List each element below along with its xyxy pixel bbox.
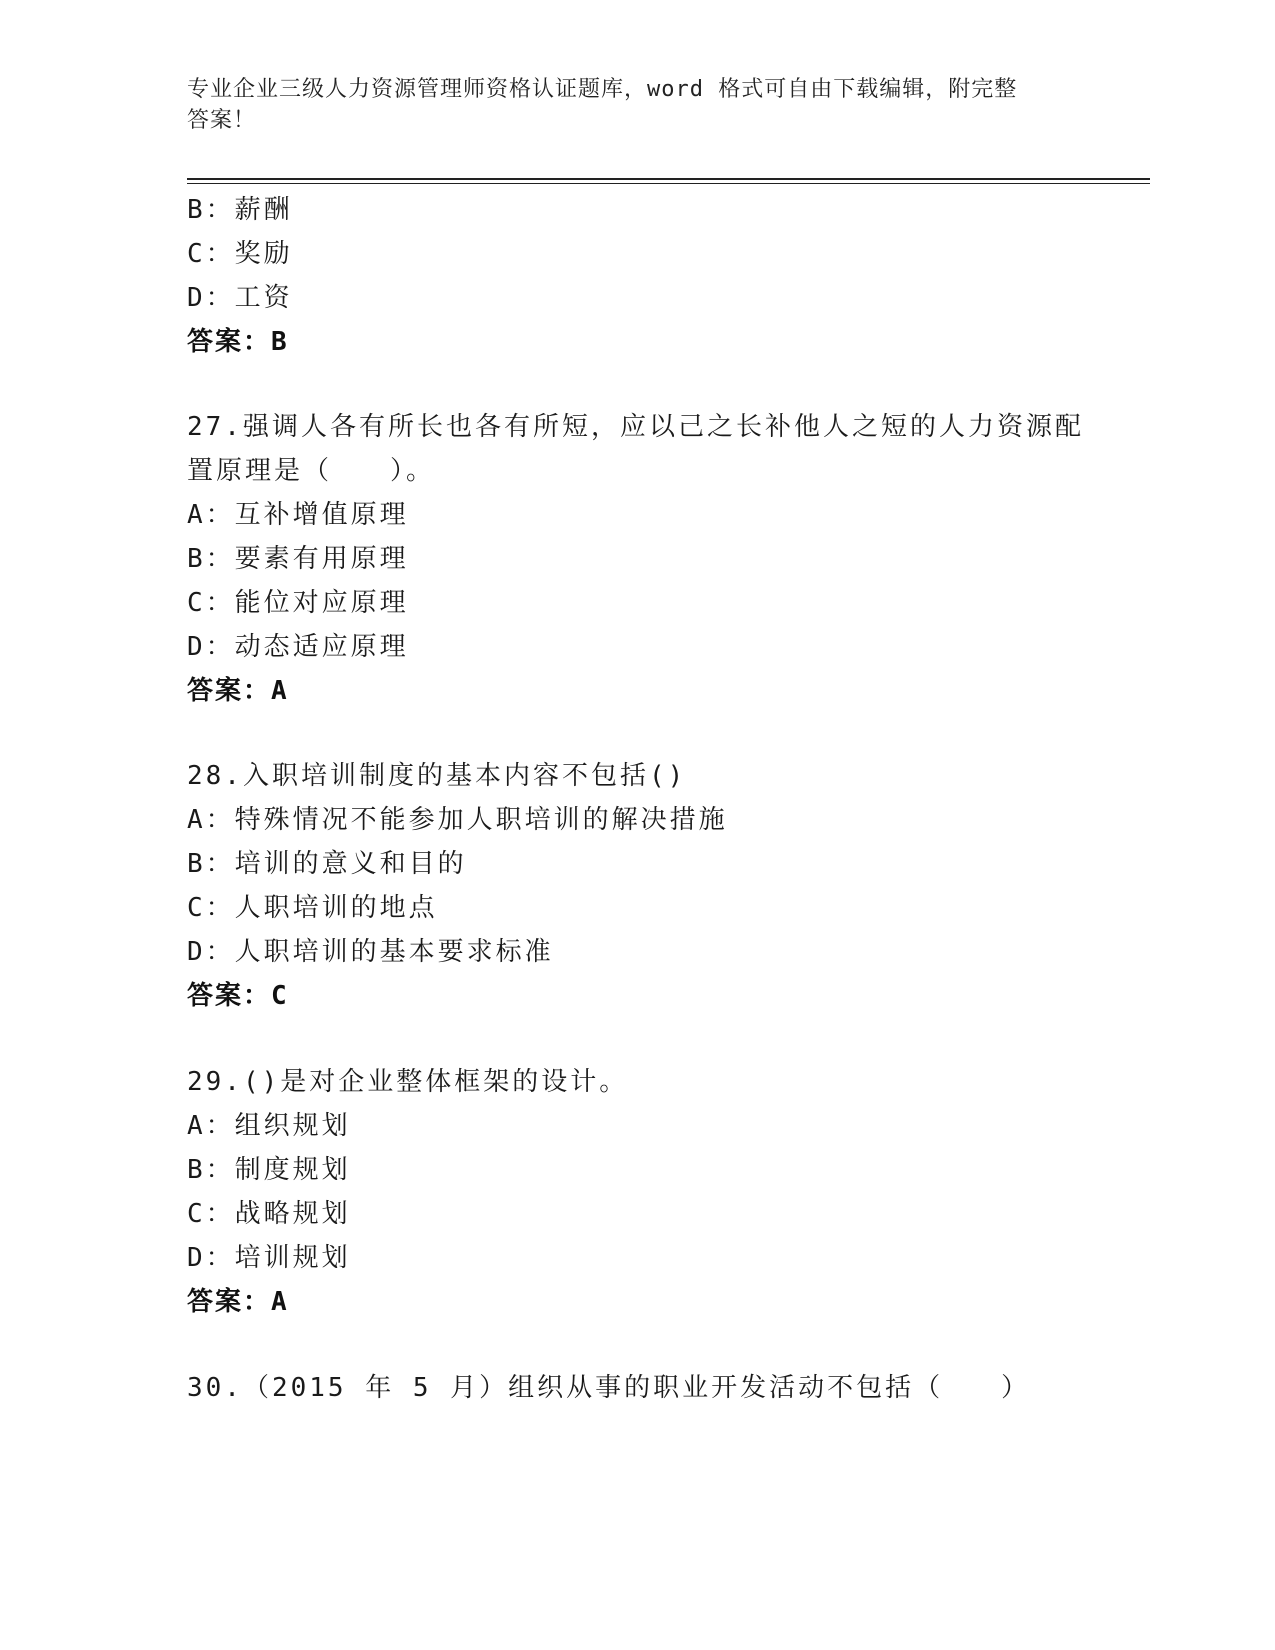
q28-answer: 答案：C — [187, 981, 289, 1011]
option-text: 要素有用原理 — [234, 544, 409, 574]
q28-option-b — [187, 843, 467, 880]
option-text: 工资 — [234, 283, 293, 313]
q26-option-d — [187, 277, 293, 314]
option-label: A： — [187, 500, 235, 530]
option-text: 战略规划 — [234, 1199, 351, 1229]
q26-option-c — [187, 233, 293, 270]
q27-question-line-2: 置原理是（ ）。 — [187, 456, 436, 486]
q29-option-b — [187, 1149, 351, 1186]
option-text: 培训的意义和目的 — [234, 849, 467, 879]
option-label: C： — [187, 893, 235, 923]
option-label: A： — [187, 1111, 235, 1141]
q27-option-b — [187, 538, 409, 575]
page-header — [187, 74, 1067, 136]
option-text: 制度规划 — [234, 1155, 351, 1185]
q29-option-a — [187, 1105, 351, 1142]
option-text: 人职培训的基本要求标准 — [234, 937, 554, 967]
q29-question: 29.()是对企业整体框架的设计。 — [187, 1067, 629, 1097]
q27-question-line-1: 27.强调人各有所长也各有所短，应以己之长补他人之短的人力资源配 — [187, 412, 1084, 442]
option-label: D： — [187, 937, 235, 967]
q28-option-c — [187, 887, 438, 924]
option-text: 人职培训的地点 — [234, 893, 438, 923]
option-label: C： — [187, 588, 235, 618]
header-rule-thick — [187, 178, 1150, 180]
q27-question — [187, 405, 1087, 493]
option-text: 能位对应原理 — [234, 588, 409, 618]
option-label: B： — [187, 195, 235, 225]
option-label: D： — [187, 283, 235, 313]
option-label: D： — [187, 1243, 235, 1273]
option-text: 培训规划 — [234, 1243, 351, 1273]
option-label: D： — [187, 632, 235, 662]
q28-option-a — [187, 799, 728, 836]
option-label: B： — [187, 1155, 235, 1185]
header-line-1: 专业企业三级人力资源管理师资格认证题库，word 格式可自由下载编辑，附完整 — [187, 77, 1018, 102]
q29-option-d — [187, 1237, 351, 1274]
q27-option-a — [187, 494, 409, 531]
q27-option-d — [187, 626, 409, 663]
q28-question: 28.入职培训制度的基本内容不包括() — [187, 761, 687, 791]
q30-question: 30.（2015 年 5 月）组织从事的职业开发活动不包括（ ） — [187, 1373, 1031, 1403]
q27-answer: 答案：A — [187, 676, 289, 706]
option-text: 薪酬 — [234, 195, 293, 225]
q27-option-c — [187, 582, 409, 619]
option-label: C： — [187, 239, 235, 269]
option-text: 特殊情况不能参加人职培训的解决措施 — [234, 805, 728, 835]
option-label: C： — [187, 1199, 235, 1229]
q29-option-c — [187, 1193, 351, 1230]
option-label: A： — [187, 805, 235, 835]
option-label: B： — [187, 849, 235, 879]
option-label: B： — [187, 544, 235, 574]
option-text: 互补增值原理 — [234, 500, 409, 530]
q26-option-b — [187, 189, 293, 226]
q28-option-d — [187, 931, 554, 968]
header-rule-thin — [187, 183, 1150, 184]
header-line-2: 答案！ — [187, 108, 257, 133]
q26-answer: 答案：B — [187, 327, 289, 357]
option-text: 奖励 — [234, 239, 293, 269]
option-text: 组织规划 — [234, 1111, 351, 1141]
q29-answer: 答案：A — [187, 1287, 289, 1317]
option-text: 动态适应原理 — [234, 632, 409, 662]
